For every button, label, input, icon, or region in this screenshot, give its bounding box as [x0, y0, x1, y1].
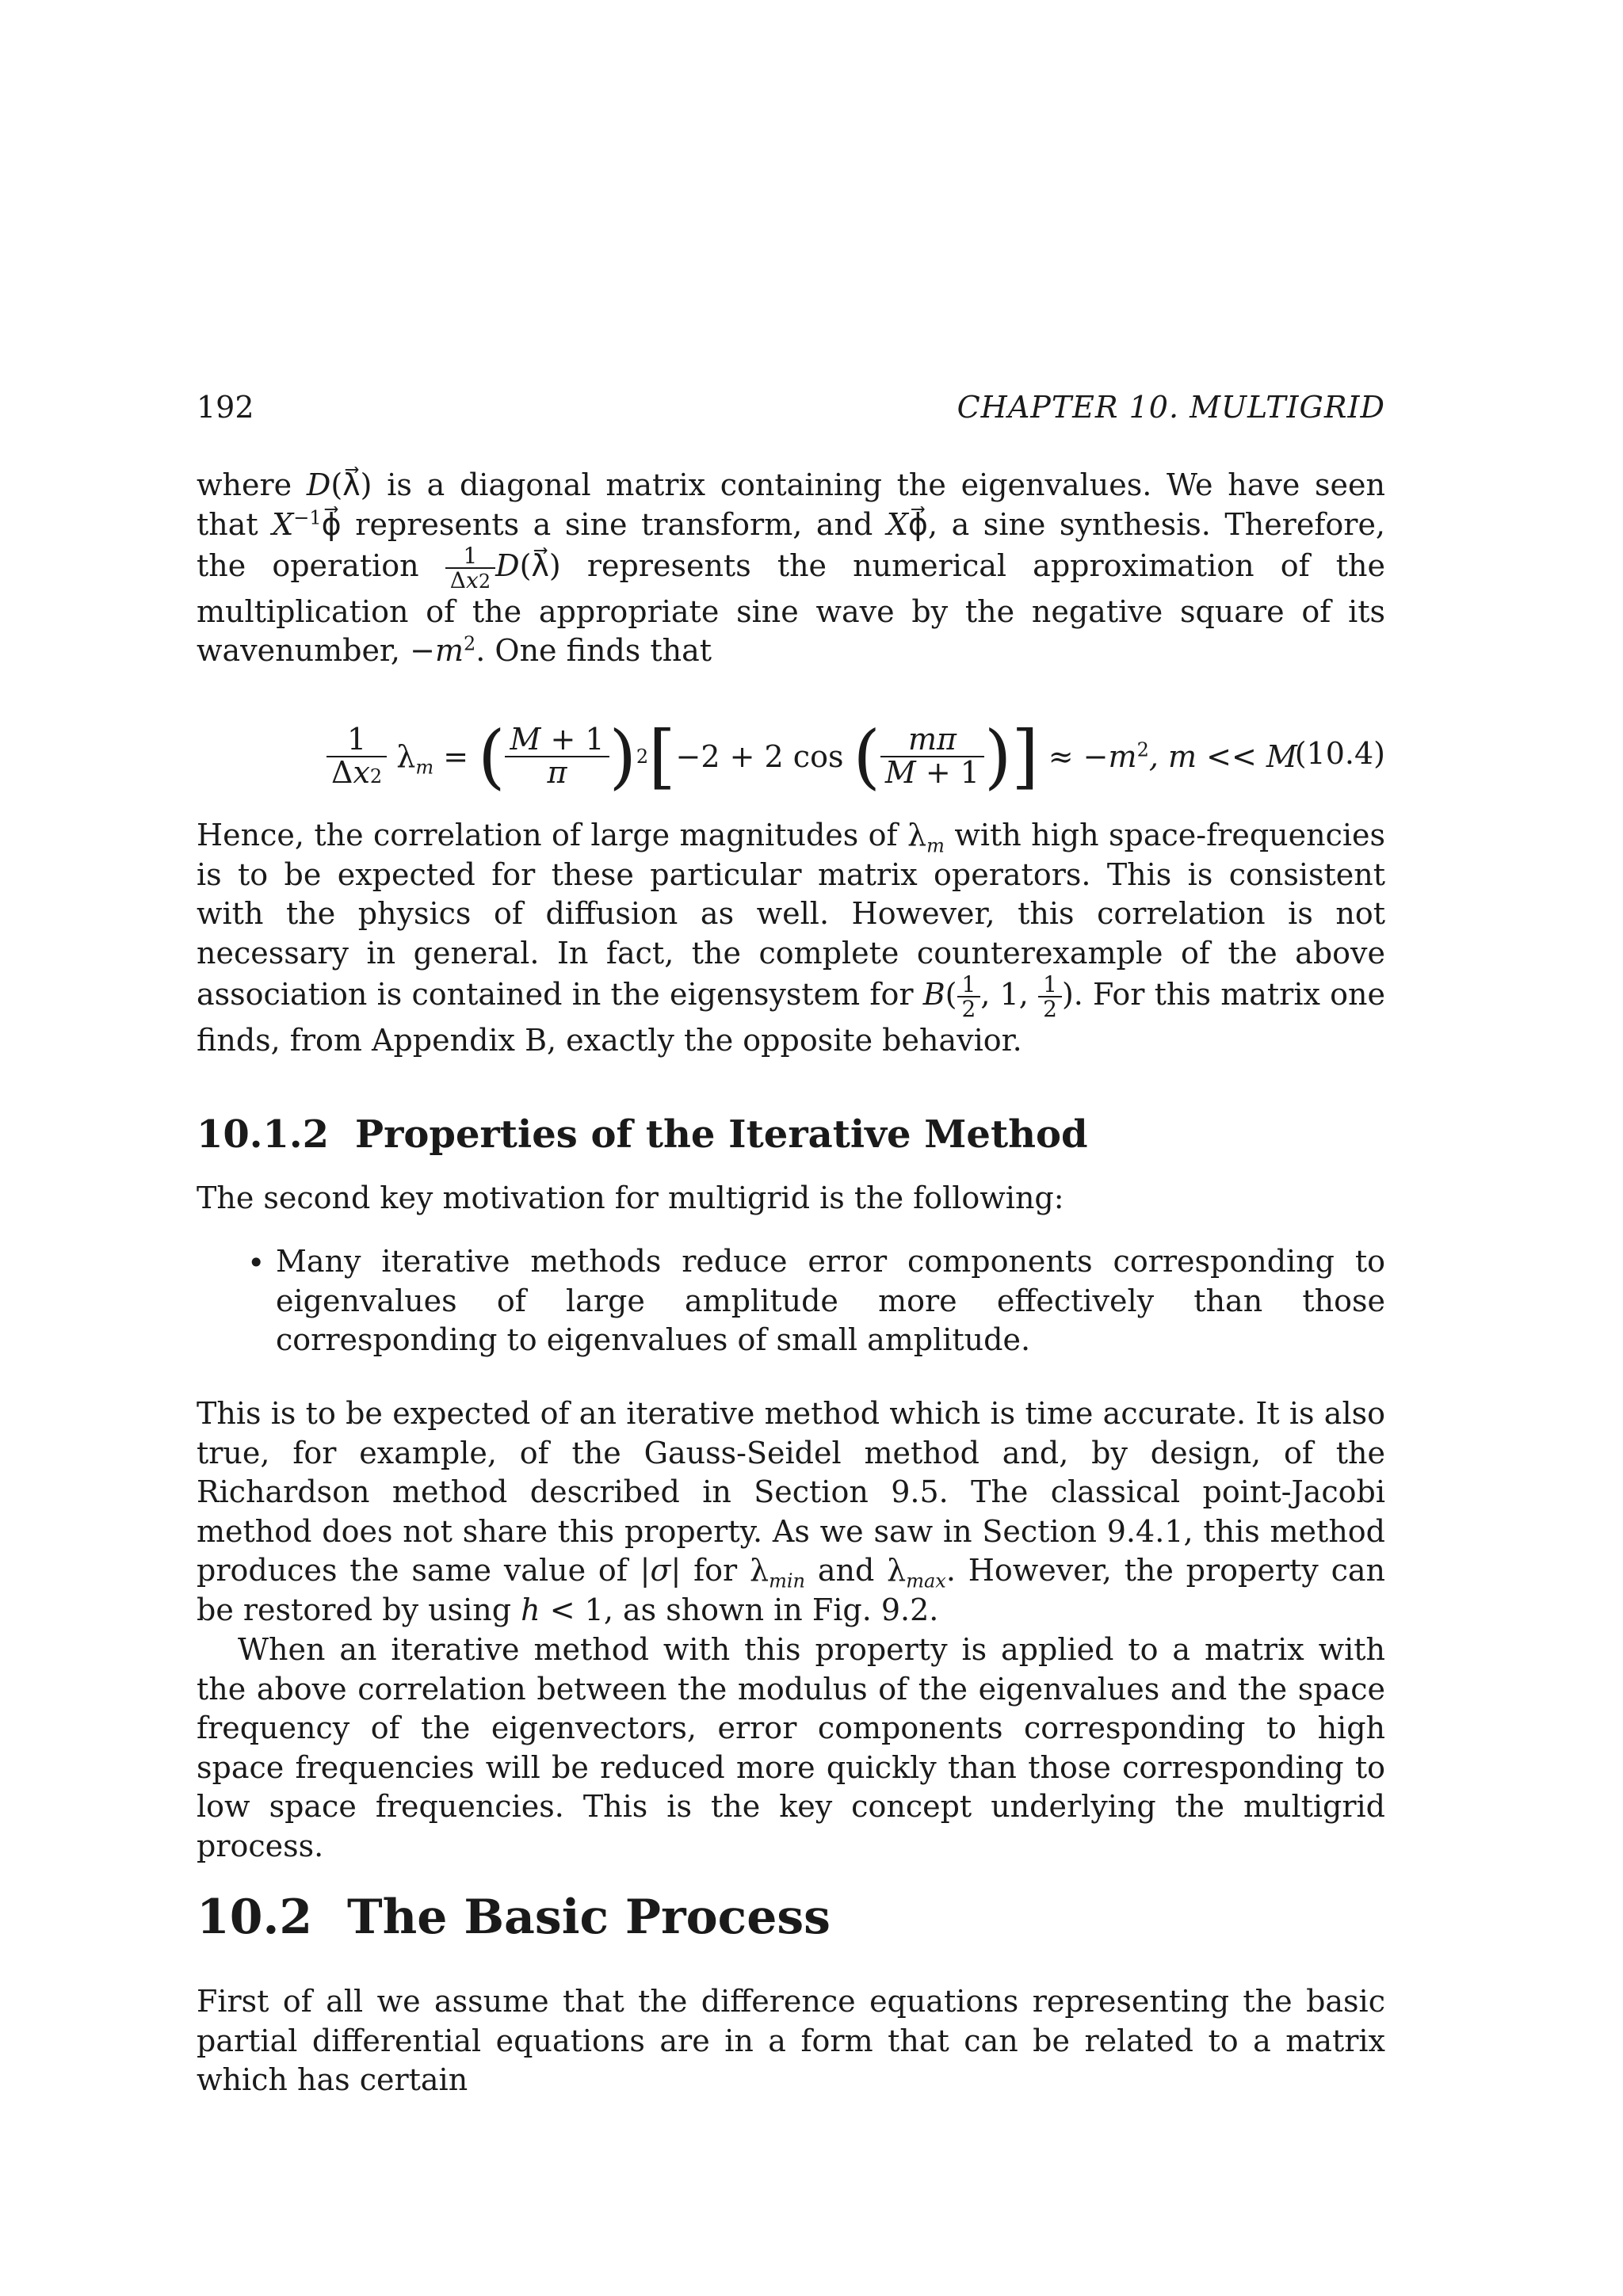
equation-10-4 [197, 709, 1385, 804]
running-header [197, 390, 1385, 429]
running-title: CHAPTER 10. MULTIGRID [957, 390, 1385, 425]
paragraph-key-motivation: The second key motivation for multigrid is the following: [197, 1180, 1064, 1215]
bullet-icon: • [247, 1245, 265, 1280]
page-number: 192 [197, 390, 254, 425]
paragraph-time-accurate: This is to be expected of an iterative method which is time accurate. It is also true, for example, of the Gauss-Seidel method and, by design, of the Richardson method described in Section 9.5. The classical point-Jacobi method does not share this property. As we saw in Section 9.4.1, this method produces the same value of |σ| for $\lambda_{min}$ and $\lambda_{max}$. However, the property can be restored by using h < 1, as shown in Fig. 9.2. [197, 1396, 1385, 1627]
section-heading-10-1-2: 10.1.2 Properties of the Iterative Method [197, 1112, 1088, 1157]
section-heading-10-2: 10.2 The Basic Process [197, 1890, 831, 1945]
equation-body: $\frac{1}{\Delta x2}$ $\lambda_m$ = ( $\frac{M + 1}{\pi}$ ) 2 [ −2 + 2 cos ( $\frac{m\pi}{M + 1}$ ) ] ≈ $-m^2$ , m << M [327, 709, 1297, 804]
paragraph-correlation: Hence, the correlation of large magnitudes of $\lambda_m$ with high space-frequencies is to be expected for these particular matrix operators. This is consistent with the physics of diffusion as well. However, this correlation is not necessary in general. In fact, the complete counterexample of the above association is contained in the eigensystem for B( $\frac{1}{2}$ , 1, $\frac{1}{2}$ ). For this matrix one finds, from Appendix B, exactly the opposite behavior. [197, 818, 1386, 1058]
paragraph-key-concept: When an iterative method with this property is applied to a matrix with the above correlation between the modulus of the eigenvalues and the space frequency of the eigenvectors, error components corresponding to high space frequencies will be reduced more quickly than those corresponding to low space frequencies. This is the key concept underlying the multigrid process. [197, 1632, 1385, 1863]
paragraph-eigenvalues-intro: where D(λ⃗) is a diagonal matrix containing the eigenvalues. We have seen that $X^{-1}\phi⃗$ represents a sine transform, and Xϕ⃗, a sine synthesis. Therefore, the operation $\frac{1}{\Delta x2}$ D(λ⃗) represents the numerical approximation of the multiplication of the appropriate sine wave by the negative square of its wavenumber, $-m^2$. One finds that [197, 467, 1386, 669]
equation-number: (10.4) [1294, 736, 1385, 771]
bullet-item: Many iterative methods reduce error components corresponding to eigenvalues of large amplitude more effectively than those corresponding to eigenvalues of small amplitude. [276, 1244, 1385, 1357]
paragraph-basic-process: First of all we assume that the difference equations representing the basic partial differential equations are in a form that can be related to a matrix which has certain [197, 1984, 1385, 2097]
